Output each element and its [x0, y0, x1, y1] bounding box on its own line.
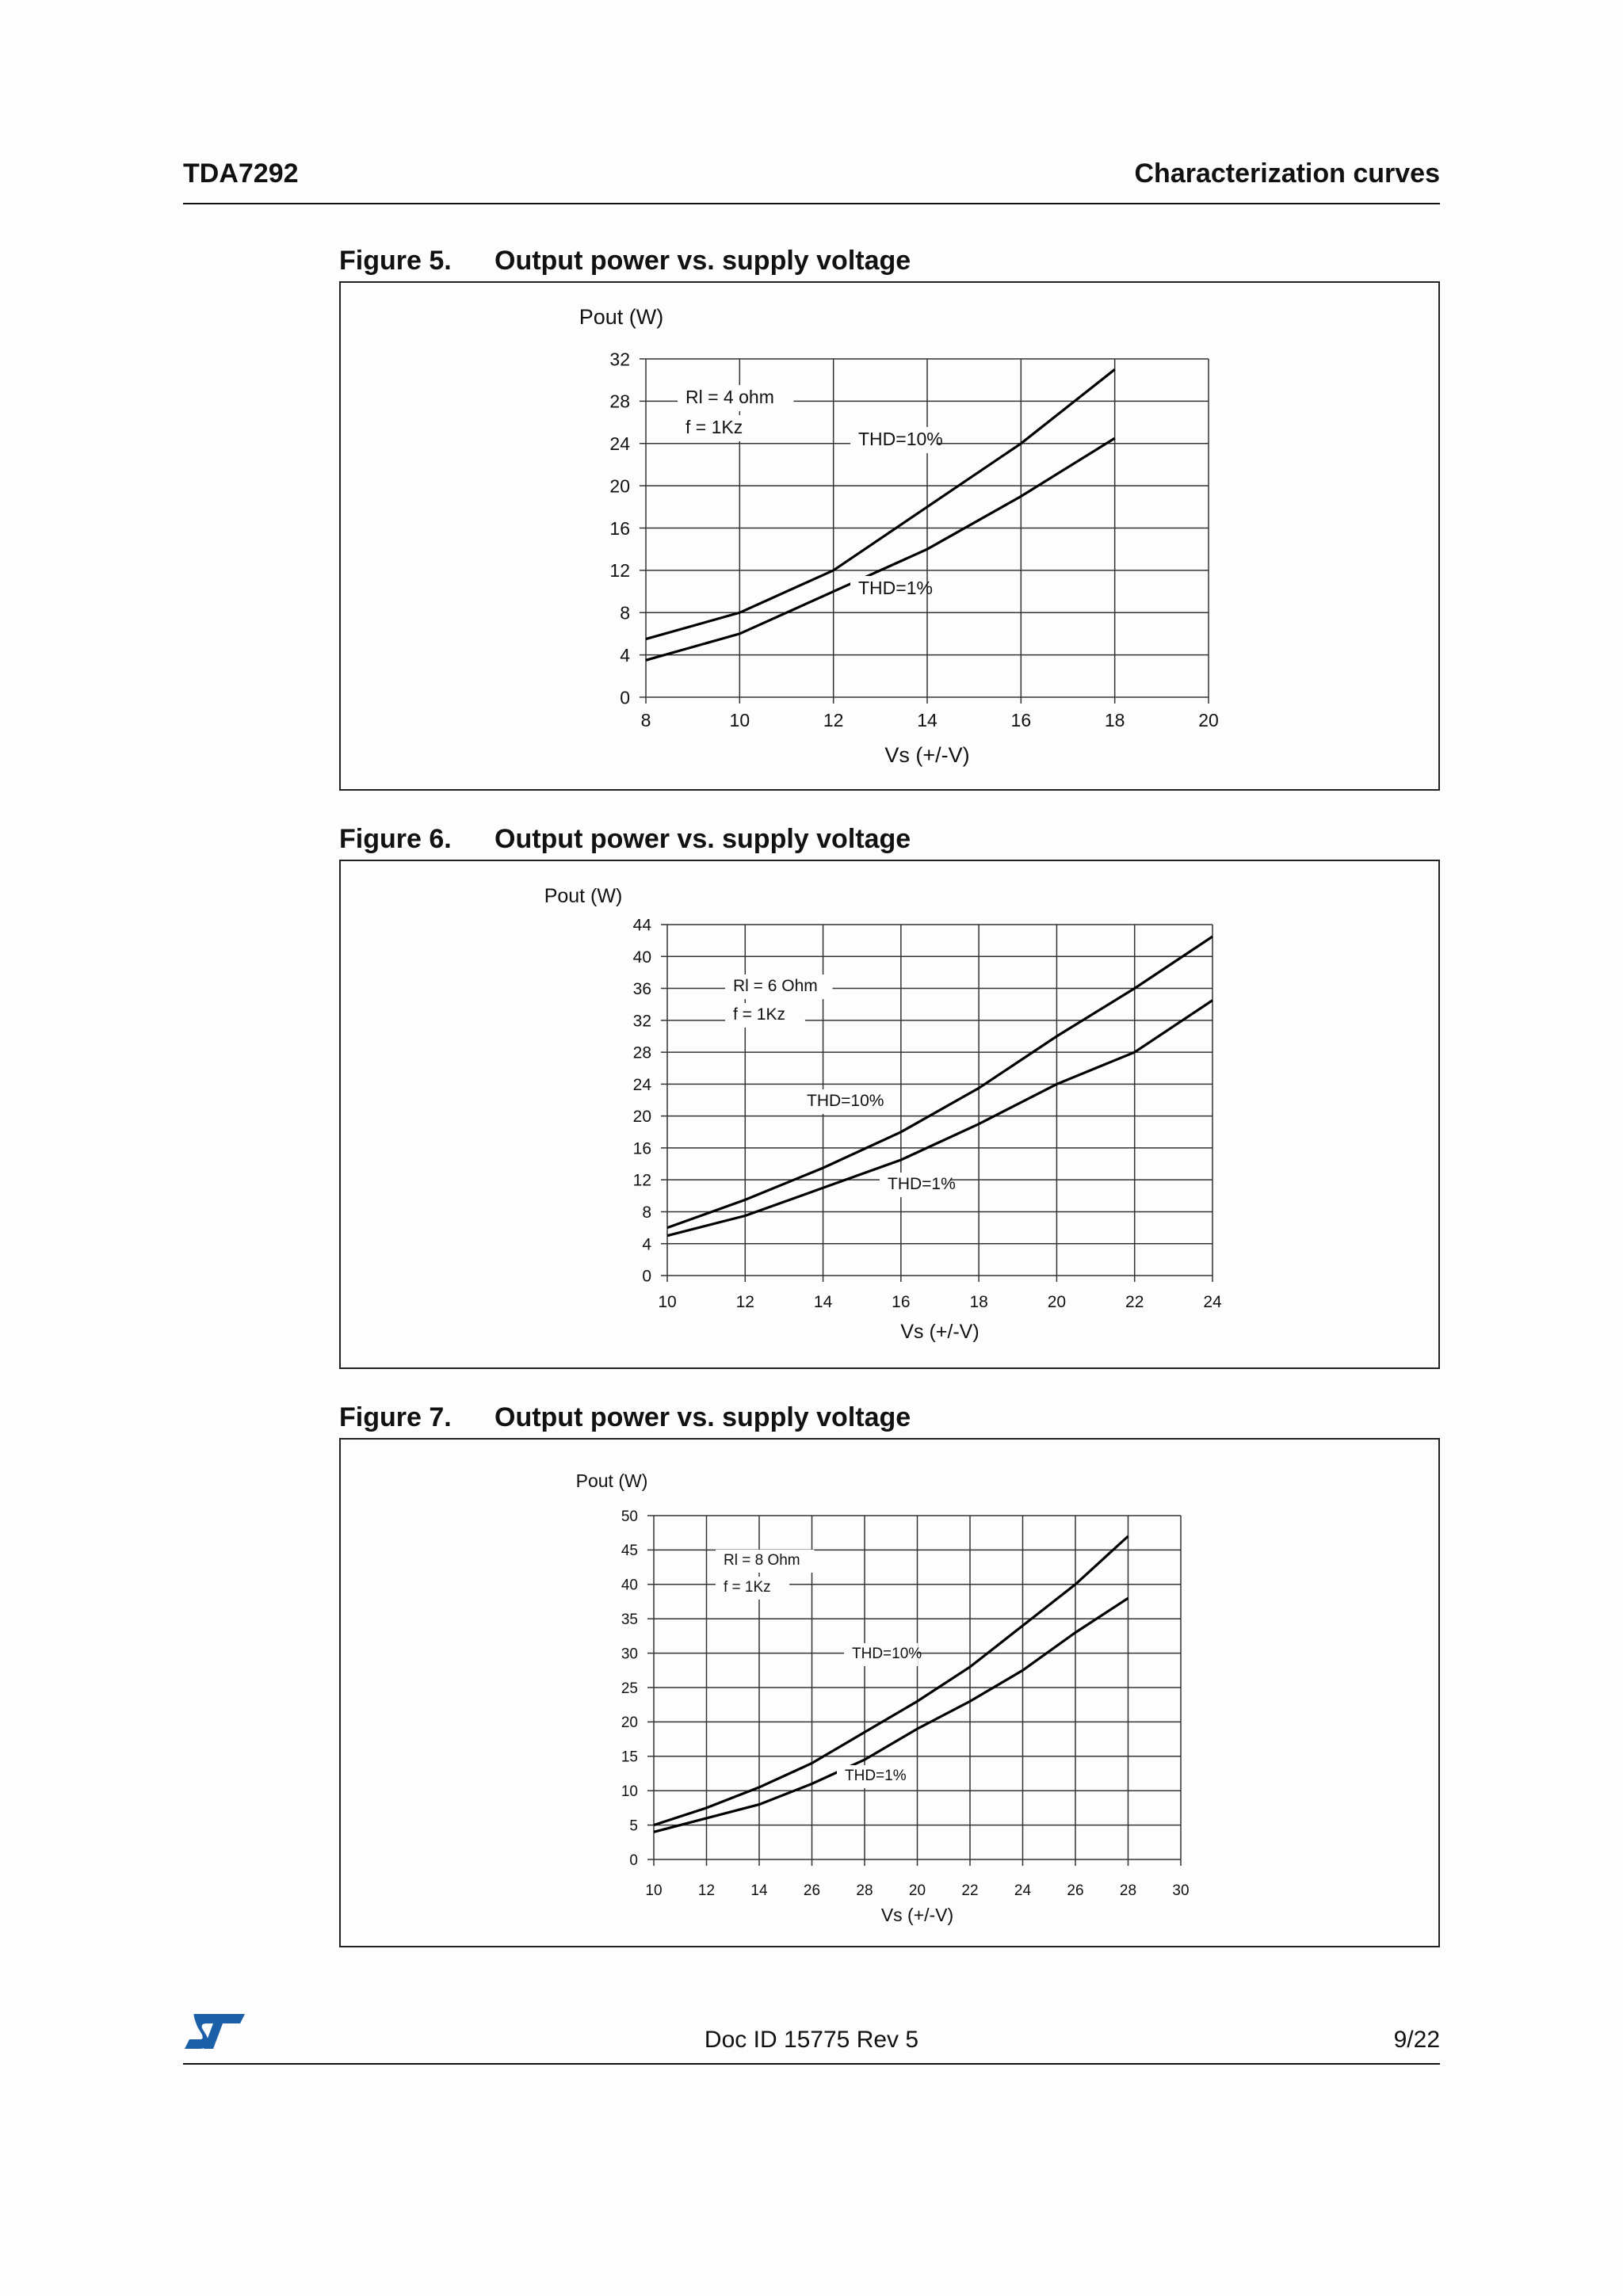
- y-tick-label: 8: [620, 602, 630, 624]
- x-tick-label: 14: [813, 1293, 833, 1311]
- y-tick-label: 45: [621, 1543, 638, 1560]
- annotation-label: Rl = 6 Ohm: [733, 977, 818, 995]
- series-line-thd1: [667, 1001, 1212, 1236]
- y-tick-label: 20: [609, 475, 630, 497]
- x-axis-title: Vs (+/-V): [900, 1321, 980, 1343]
- chart-figure-6: [341, 861, 1442, 1371]
- series-label: THD=10%: [858, 429, 943, 449]
- annotation-label: Rl = 4 ohm: [685, 387, 774, 407]
- x-tick-label: 28: [856, 1882, 873, 1899]
- y-tick-label: 30: [621, 1646, 638, 1663]
- x-tick-label: 24: [1203, 1293, 1222, 1311]
- y-tick-label: 28: [632, 1043, 651, 1062]
- x-tick-label: 12: [697, 1882, 716, 1899]
- y-tick-label: 10: [621, 1783, 638, 1801]
- x-tick-label: 20: [908, 1882, 926, 1899]
- header-doc-id: TDA7292: [183, 158, 299, 189]
- y-tick-label: 0: [620, 687, 630, 708]
- y-tick-label: 15: [621, 1749, 638, 1766]
- y-tick-label: 44: [632, 916, 651, 935]
- figure-number: Figure 6.: [339, 824, 452, 854]
- figure-number: Figure 7.: [339, 1402, 452, 1432]
- annotation-label: f = 1Kz: [685, 417, 743, 437]
- y-tick-label: 32: [609, 349, 630, 370]
- series-label: THD=1%: [858, 578, 933, 598]
- figure-caption: Output power vs. supply voltage: [495, 1402, 911, 1432]
- series-label: THD=10%: [807, 1092, 884, 1110]
- footer-doc-id: Doc ID 15775 Rev 5: [704, 2027, 919, 2053]
- footer-rule: [183, 2063, 1440, 2065]
- x-tick-label: 18: [969, 1293, 988, 1311]
- chart-figure-7: [341, 1440, 1442, 1949]
- x-tick-label: 8: [640, 710, 651, 730]
- y-tick-label: 28: [609, 391, 630, 412]
- x-tick-label: 26: [803, 1882, 821, 1899]
- x-tick-label: 10: [645, 1882, 663, 1899]
- figure-7-title: [339, 1402, 911, 1433]
- y-tick-label: 40: [621, 1577, 638, 1594]
- y-tick-label: 40: [632, 948, 651, 967]
- figure-5-box: [339, 281, 1440, 791]
- y-tick-label: 20: [632, 1108, 651, 1127]
- y-tick-label: 24: [609, 433, 630, 455]
- x-tick-label: 20: [1198, 710, 1219, 730]
- figure-number: Figure 5.: [339, 246, 452, 276]
- annotation-label: f = 1Kz: [724, 1579, 771, 1596]
- y-tick-label: 16: [609, 517, 630, 539]
- figure-7-box: [339, 1438, 1440, 1947]
- header-section-title: Characterization curves: [1134, 158, 1440, 189]
- x-tick-label: 14: [750, 1882, 768, 1899]
- figure-6-box: [339, 860, 1440, 1369]
- figure-6-title: [339, 824, 911, 855]
- y-tick-label: 12: [632, 1171, 651, 1190]
- y-axis-title: Pout (W): [579, 305, 664, 329]
- x-tick-label: 12: [735, 1293, 754, 1311]
- x-tick-label: 12: [823, 710, 844, 730]
- y-tick-label: 25: [621, 1680, 638, 1697]
- annotation-label: f = 1Kz: [733, 1005, 785, 1024]
- x-tick-label: 10: [658, 1293, 677, 1311]
- series-label: THD=1%: [845, 1768, 907, 1784]
- y-tick-label: 24: [632, 1075, 651, 1094]
- y-tick-label: 5: [629, 1817, 638, 1835]
- x-axis-title: Vs (+/-V): [884, 743, 970, 767]
- y-axis-title: Pout (W): [575, 1470, 648, 1491]
- y-tick-label: 0: [642, 1267, 651, 1286]
- y-tick-label: 35: [621, 1611, 638, 1629]
- x-tick-label: 22: [961, 1882, 979, 1899]
- x-tick-label: 10: [729, 710, 750, 730]
- y-tick-label: 4: [620, 644, 630, 666]
- x-tick-label: 28: [1119, 1882, 1137, 1899]
- y-tick-label: 50: [621, 1508, 638, 1525]
- y-tick-label: 32: [632, 1012, 651, 1031]
- series-line-thd1: [654, 1598, 1128, 1832]
- series-label: THD=10%: [852, 1646, 922, 1662]
- x-axis-title: Vs (+/-V): [880, 1905, 954, 1925]
- series-line-thd1: [646, 438, 1115, 660]
- annotation-label: Rl = 8 Ohm: [724, 1552, 800, 1569]
- y-tick-label: 36: [632, 980, 651, 999]
- figure-caption: Output power vs. supply voltage: [495, 824, 911, 854]
- y-tick-label: 8: [642, 1203, 651, 1222]
- x-tick-label: 16: [892, 1293, 911, 1311]
- y-tick-label: 0: [629, 1852, 638, 1869]
- x-tick-label: 26: [1067, 1882, 1084, 1899]
- x-tick-label: 14: [917, 710, 938, 730]
- series-label: THD=1%: [888, 1175, 956, 1193]
- footer-page-number: 9/22: [1393, 2027, 1440, 2053]
- x-tick-label: 24: [1014, 1882, 1032, 1899]
- x-tick-label: 16: [1010, 710, 1032, 730]
- chart-figure-5: [341, 283, 1442, 792]
- figure-5-title: [339, 246, 911, 277]
- x-tick-label: 30: [1172, 1882, 1190, 1899]
- x-tick-label: 18: [1104, 710, 1125, 730]
- y-tick-label: 4: [642, 1235, 651, 1254]
- x-tick-label: 20: [1047, 1293, 1067, 1311]
- header-rule: [183, 203, 1440, 204]
- y-tick-label: 12: [609, 560, 630, 582]
- x-tick-label: 22: [1125, 1293, 1144, 1311]
- figure-caption: Output power vs. supply voltage: [495, 246, 911, 276]
- y-tick-label: 16: [632, 1139, 651, 1158]
- y-tick-label: 20: [621, 1714, 638, 1732]
- y-axis-title: Pout (W): [544, 885, 623, 907]
